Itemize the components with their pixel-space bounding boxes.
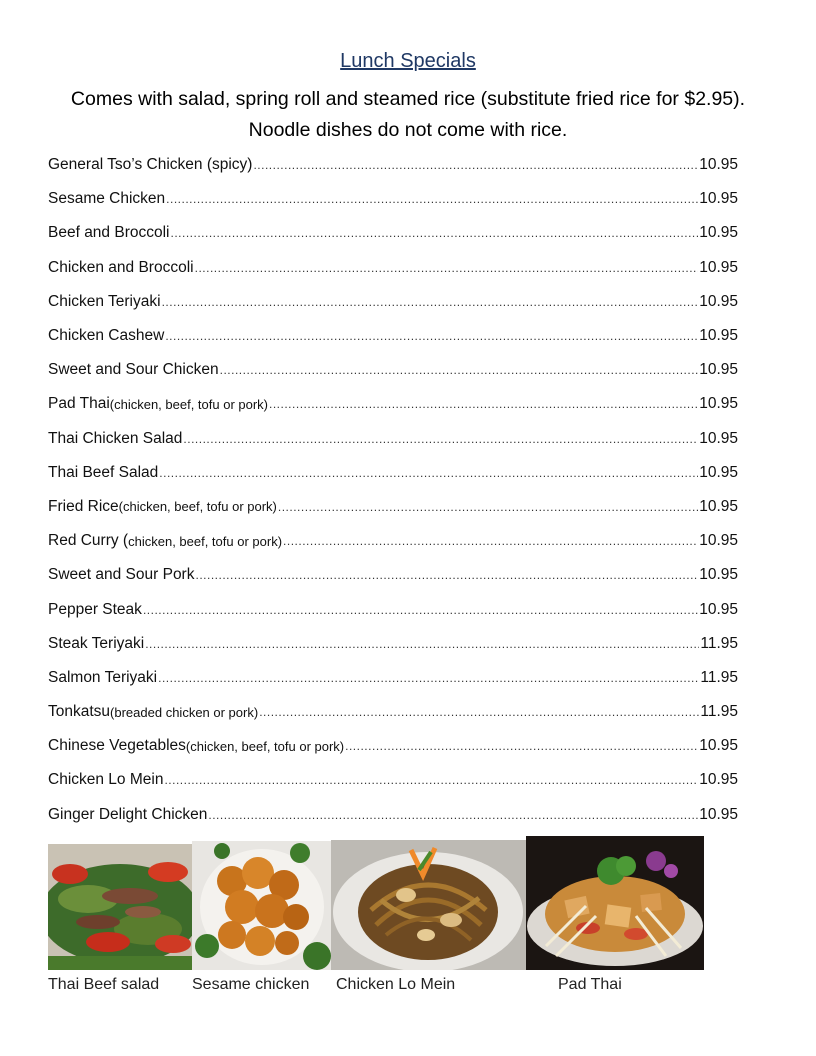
subtitle-line-1: Comes with salad, spring roll and steamed rice (substitute fried rice for $2.95). <box>70 88 746 110</box>
menu-item-name: Thai Chicken Salad <box>48 429 183 447</box>
dot-leader <box>143 603 698 617</box>
menu-item-price: 10.95 <box>699 737 738 755</box>
dot-leader <box>159 466 698 480</box>
menu-item <box>48 695 738 729</box>
menu-item <box>48 285 738 319</box>
dot-leader <box>220 363 699 377</box>
menu-item <box>48 216 738 250</box>
dot-leader <box>259 705 699 719</box>
dot-leader <box>195 261 699 275</box>
thai-beef-salad-photo <box>48 844 192 970</box>
photo-caption: Sesame chicken <box>192 976 310 993</box>
menu-item-note: (chicken, beef, tofu or pork) <box>118 499 277 515</box>
menu-item-price: 10.95 <box>699 361 738 379</box>
menu-item-price: 11.95 <box>700 703 738 721</box>
menu-item-price: 10.95 <box>699 292 738 310</box>
menu-item-name: Pepper Steak <box>48 600 142 618</box>
dot-leader <box>345 739 698 753</box>
menu-item-price: 10.95 <box>699 566 738 584</box>
menu-item-name: Chinese Vegetables <box>48 737 186 755</box>
menu-item-note: (breaded chicken or pork) <box>110 704 259 720</box>
dot-leader <box>283 534 698 548</box>
sesame-chicken-photo <box>192 841 331 970</box>
menu-item-price: 10.95 <box>699 395 738 413</box>
menu-item-name: General Tso’s Chicken (spicy) <box>48 156 253 174</box>
menu-item <box>48 353 738 387</box>
photo-caption: Thai Beef salad <box>48 976 160 993</box>
menu-list <box>48 148 738 832</box>
menu-item-name: Steak Teriyaki <box>48 634 145 652</box>
menu-item-name: Salmon Teriyaki <box>48 668 158 686</box>
dot-leader <box>253 158 698 172</box>
menu-item-price: 10.95 <box>699 258 738 276</box>
menu-item-name: Thai Beef Salad <box>48 463 159 481</box>
menu-item-price: 10.95 <box>699 429 738 447</box>
dot-leader <box>195 568 698 582</box>
dot-leader <box>278 500 698 514</box>
dot-leader <box>165 329 698 343</box>
menu-item <box>48 763 738 797</box>
dot-leader <box>162 295 699 309</box>
dot-leader <box>183 432 698 446</box>
menu-item-note: (chicken, beef, tofu or pork) <box>109 396 269 412</box>
menu-item-name: Chicken Cashew <box>48 327 165 345</box>
menu-item-price: 10.95 <box>699 190 738 208</box>
dot-leader <box>158 671 699 685</box>
menu-item <box>48 798 738 832</box>
menu-item-price: 10.95 <box>699 771 738 789</box>
dot-leader <box>145 637 699 651</box>
page-title: Lunch Specials <box>340 50 476 72</box>
chicken-lo-mein-photo <box>331 840 526 970</box>
menu-item-note: (chicken, beef, tofu or pork) <box>185 738 345 754</box>
menu-item-name: Chicken Lo Mein <box>48 771 164 789</box>
menu-item-price: 10.95 <box>699 805 738 823</box>
menu-item-name: Ginger Delight Chicken <box>48 805 208 823</box>
menu-item-name: Chicken and Broccoli <box>48 258 194 276</box>
menu-item <box>48 661 738 695</box>
menu-item <box>48 182 738 216</box>
menu-item-price: 10.95 <box>699 156 738 174</box>
menu-item <box>48 627 738 661</box>
menu-item-name: Chicken Teriyaki <box>48 292 161 310</box>
menu-item-name: Beef and Broccoli <box>48 224 170 242</box>
menu-item-price: 10.95 <box>699 532 738 550</box>
menu-item-price: 11.95 <box>700 668 738 686</box>
menu-item-name: Red Curry ( <box>48 532 129 550</box>
menu-item-price: 11.95 <box>700 634 738 652</box>
menu-item <box>48 729 738 763</box>
pad-thai-photo <box>526 836 704 970</box>
menu-item-price: 10.95 <box>699 497 738 515</box>
menu-item <box>48 319 738 353</box>
subtitle-line-2: Noodle dishes do not come with rice. <box>248 119 568 141</box>
menu-item-name: Sweet and Sour Chicken <box>48 361 219 379</box>
menu-item <box>48 251 738 285</box>
dot-leader <box>166 192 698 206</box>
menu-item-name: Tonkatsu <box>48 703 111 721</box>
menu-item-note: chicken, beef, tofu or pork) <box>128 533 283 549</box>
menu-item <box>48 148 738 182</box>
menu-item-name: Pad Thai <box>48 395 110 413</box>
photo-caption: Pad Thai <box>558 976 622 993</box>
menu-item-price: 10.95 <box>699 327 738 345</box>
menu-item <box>48 490 738 524</box>
menu-item-name: Sweet and Sour Pork <box>48 566 195 584</box>
menu-item <box>48 387 738 421</box>
menu-item-price: 10.95 <box>699 463 738 481</box>
menu-item-name: Fried Rice <box>48 497 119 515</box>
photo-caption: Chicken Lo Mein <box>336 976 456 993</box>
dot-leader <box>164 773 698 787</box>
dot-leader <box>171 226 699 240</box>
dot-leader <box>269 397 698 411</box>
menu-item <box>48 558 738 592</box>
dot-leader <box>208 808 698 822</box>
menu-item <box>48 524 738 558</box>
menu-item-price: 10.95 <box>699 224 738 242</box>
menu-item-name: Sesame Chicken <box>48 190 166 208</box>
menu-item-price: 10.95 <box>699 600 738 618</box>
menu-item <box>48 456 738 490</box>
menu-item <box>48 592 738 626</box>
menu-item <box>48 422 738 456</box>
